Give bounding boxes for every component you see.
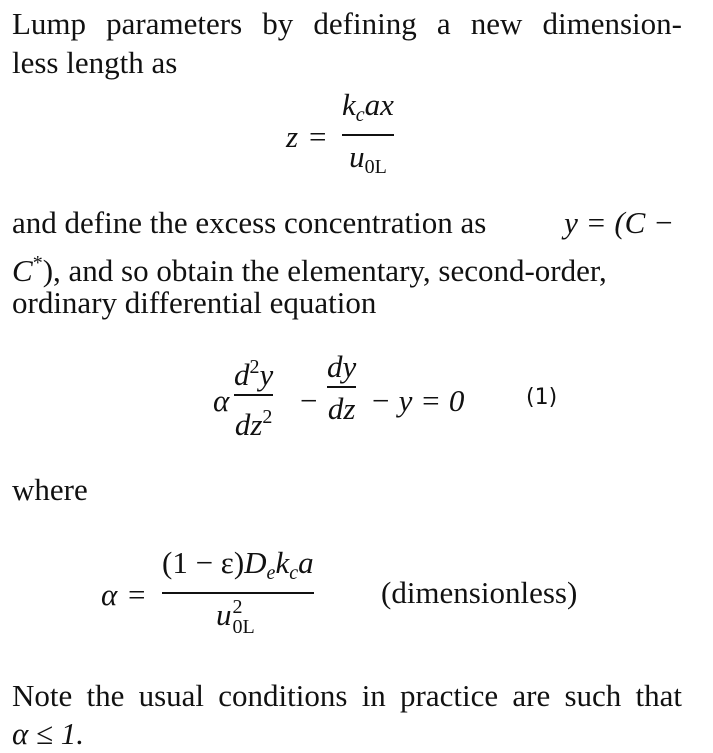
- conclusion-line-1: Note the usual conditions in practice are such that: [12, 678, 682, 713]
- eq-alpha-equals: =: [128, 577, 146, 612]
- conclusion-line-2: α ≤ 1.: [12, 716, 85, 751]
- intro-line-2: less length as: [12, 45, 178, 80]
- eq-z-equals: =: [309, 119, 327, 154]
- equation-number: (1): [526, 385, 558, 410]
- fraction-bar: [234, 394, 273, 396]
- eq1-fraction-1: $d^2y$ $dz^2$: [234, 356, 274, 442]
- fraction-bar: [342, 134, 394, 136]
- eq1-alpha: α: [213, 383, 230, 418]
- eq-alpha-numerator: $(1 - \varepsilon)D_ek_ca$: [162, 545, 314, 584]
- intro-line-1: Lump parameters by defining a new dimension-: [12, 6, 682, 41]
- eq-alpha-lhs: α: [101, 577, 118, 612]
- eq1-minus: −: [300, 383, 318, 418]
- excess-line-1: and define the excess concentration as y = (C −: [12, 205, 674, 240]
- where-text: where: [12, 472, 88, 507]
- eq-alpha-fraction: [162, 545, 314, 638]
- dimensionless-note: (dimensionless): [381, 575, 578, 610]
- eq-z-denominator: $u_{0L}$: [349, 138, 387, 178]
- excess-line-3: ordinary differential equation: [12, 285, 377, 320]
- eq-z-numerator: $k_cax$: [342, 87, 394, 126]
- eq1-rest: − y = 0: [370, 383, 465, 418]
- eq-z-lhs: z: [286, 119, 299, 154]
- fraction-bar: [327, 386, 356, 388]
- eq-alpha-denominator: u 2 0L: [216, 595, 255, 638]
- eq1-fraction-2: dy dz: [327, 349, 357, 426]
- eq-z-fraction: [342, 88, 394, 184]
- excess-line-2: C*), and so obtain the elementary, second-order,: [12, 252, 607, 288]
